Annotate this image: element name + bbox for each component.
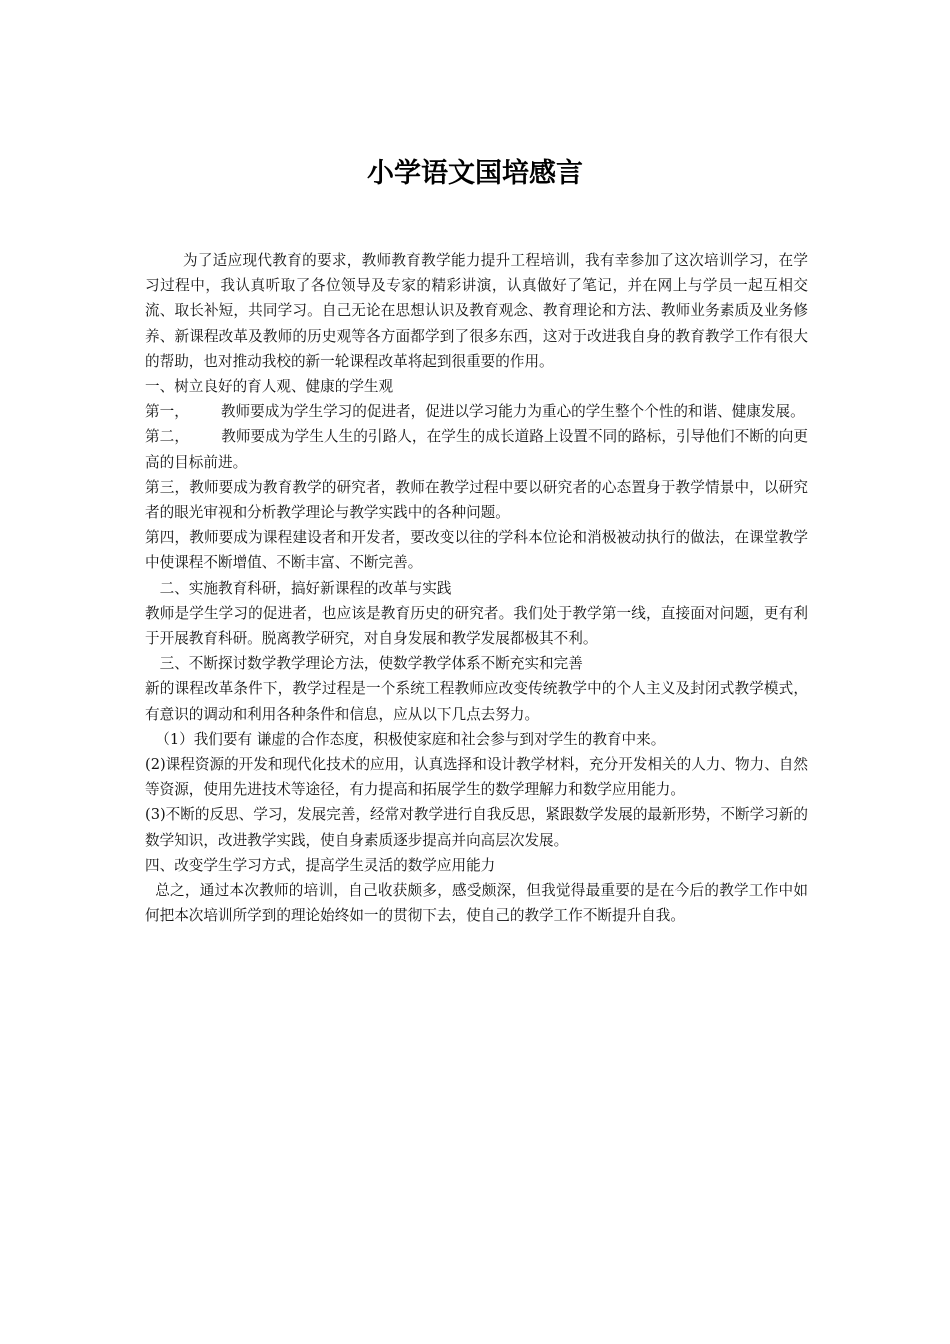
item-2-text: 教师要成为学生人生的引路人，在学生的成长道路上设置不同的路标，引导他们不断的向更高的目标前进。 (145, 428, 808, 471)
section-1-item-1 (145, 399, 808, 424)
document-title: 小学语文国培感言 (367, 158, 583, 189)
section-2-heading: 二、实施教育科研，搞好新课程的改革与实践 (159, 579, 452, 597)
item-1-text: 教师要成为学生学习的促进者，促进以学习能力为重心的学生整个个性的和谐、健康发展。 (220, 403, 805, 421)
document-body (145, 248, 808, 928)
conclusion-paragraph: 总之，通过本次教师的培训，自己收获颇多，感受颇深，但我觉得最重要的是在今后的教学工作中如何把本次培训所学到的理论始终如一的贯彻下去，使自己的教学工作不断提升自我。 (145, 882, 808, 925)
point-2: (2)课程资源的开发和现代化技术的应用，认真选择和设计教学材料，充分开发相关的人力、物力、自然等资源，使用先进技术等途径，有力提高和拓展学生的数学理解力和数学应用能力。 (145, 756, 808, 799)
section-1-heading: 一、树立良好的育人观、健康的学生观 (145, 378, 394, 396)
section-1-item-3: 第三，教师要成为教育教学的研究者，教师在教学过程中要以研究者的心态置身于教学情景中，以研究者的眼光审视和分析教学理论与教学实践中的各种问题。 (145, 478, 808, 522)
section-1-item-2 (145, 424, 808, 474)
section-3-paragraph: 新的课程改革条件下，教学过程是一个系统工程教师应改变传统教学中的个人主义及封闭式教学模式，有意识的调动和利用各种条件和信息，应从以下几点去努力。 (145, 680, 808, 723)
point-1: （1）我们要有 谦虚的合作态度，积极使家庭和社会参与到对学生的教育中来。 (155, 730, 666, 748)
item-2-label: 第二， (145, 428, 190, 446)
point-3: (3)不断的反思、学习，发展完善，经常对教学进行自我反思，紧跟数学发展的最新形势，不断学习新的数学知识，改进教学实践，使自身素质逐步提高并向高层次发展。 (145, 806, 808, 849)
intro-paragraph: 为了适应现代教育的要求，教师教育教学能力提升工程培训，我有幸参加了这次培训学习，在学习过程中，我认真听取了各位领导及专家的精彩讲演，认真做好了笔记，并在网上与学员一起互相交流、取长补短，共同学习。自己无论在思想认识及教育观念、教育理论和方法、教师业务素质及业务修养、新课程改革及教师的历史观等各方面都学到了很多东西，这对于改进我自身的教育教学工作有很大的帮助，也对推动我校的新一轮课程改革将起到很重要的作用。 (145, 252, 808, 370)
section-3-heading: 三、不断探讨数学教学理论方法，使数学教学体系不断充实和完善 (159, 655, 583, 673)
section-1-item-4: 第四，教师要成为课程建设者和开发者，要改变以往的学科本位论和消极被动执行的做法，在课堂教学中使课程不断增值、不断丰富、不断完善。 (145, 529, 808, 572)
item-1-label: 第一， (145, 403, 189, 421)
section-4-heading: 四、改变学生学习方式，提高学生灵活的数学应用能力 (145, 856, 496, 874)
section-2-paragraph: 教师是学生学习的促进者，也应该是教育历史的研究者。我们处于教学第一线，直接面对问题，更有利于开展教育科研。脱离教学研究，对自身发展和教学发展都极其不利。 (145, 604, 808, 648)
